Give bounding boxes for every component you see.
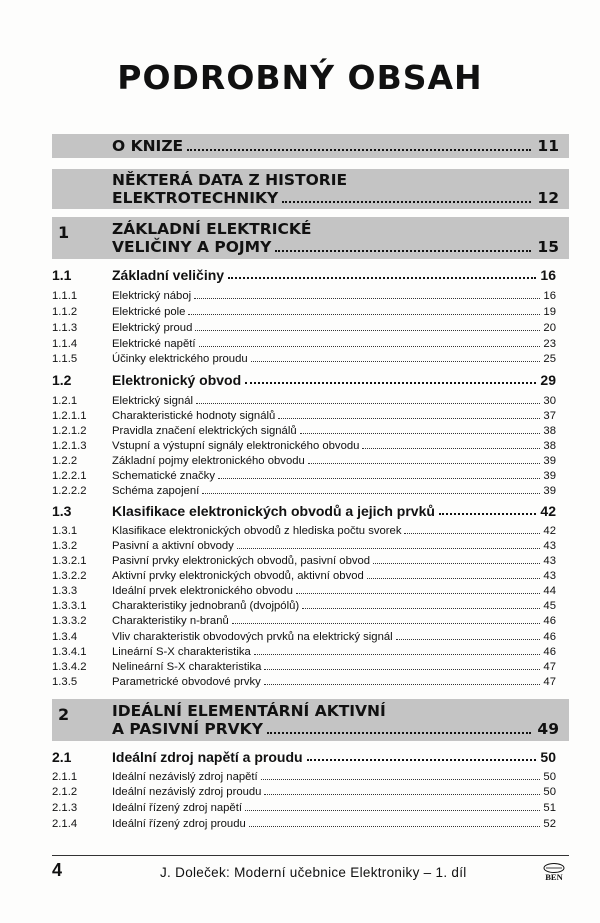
band-page: 12 — [537, 189, 559, 207]
toc-band-chapter-1 — [52, 217, 569, 259]
toc-entry — [52, 612, 556, 627]
entry-number: 1.2.1 — [52, 395, 78, 407]
entry-number: 1.3.3 — [52, 585, 78, 597]
toc-entry — [52, 815, 556, 830]
entry-title: Schematické značky — [112, 470, 215, 482]
dot-leader — [187, 149, 531, 151]
entry-title: Ideální prvek elektronického obvodu — [112, 585, 293, 597]
dot-leader — [404, 533, 540, 534]
dot-leader — [307, 759, 537, 761]
dot-leader — [254, 654, 541, 655]
dot-leader — [282, 201, 531, 203]
entry-page: 47 — [543, 676, 556, 688]
entry-title: Schéma zapojení — [112, 485, 200, 497]
toc-entry — [52, 407, 556, 422]
entry-title: Pasivní prvky elektronických obvodů, pasivní obvod — [112, 555, 371, 567]
entry-number: 2.1.4 — [52, 818, 78, 830]
entry-title: Ideální řízený zdroj proudu — [112, 818, 246, 830]
entry-title: Ideální nezávislý zdroj napětí — [112, 771, 258, 783]
dot-leader — [196, 403, 540, 404]
toc-entry — [52, 303, 556, 318]
band-title-line-2: VELIČINY A POJMY — [112, 238, 272, 256]
entry-page: 52 — [543, 818, 556, 830]
entry-title: Účinky elektrického proudu — [112, 353, 248, 365]
entry-number: 1.1.3 — [52, 322, 78, 334]
toc-entry — [52, 799, 556, 814]
entry-page: 47 — [543, 661, 556, 673]
dot-leader — [232, 623, 541, 624]
section-page: 42 — [540, 503, 556, 519]
band-line — [112, 702, 559, 720]
footer-book-title: J. Doleček: Moderní učebnice Elektroniky – 1. díl — [160, 865, 467, 880]
toc-entry — [52, 673, 556, 688]
entry-page: 44 — [543, 585, 556, 597]
footer-rule — [52, 855, 569, 856]
footer-page-number: 4 — [52, 860, 63, 880]
chapter-number: 1 — [58, 223, 70, 242]
toc-band-o-knize — [52, 134, 569, 158]
band-line — [112, 137, 559, 155]
toc-entry — [52, 537, 556, 552]
toc-entry — [52, 467, 556, 482]
dot-leader — [300, 433, 541, 434]
dot-leader — [267, 732, 532, 734]
entry-title: Elektrické pole — [112, 306, 186, 318]
dot-leader — [264, 684, 541, 685]
entry-title: Elektrický náboj — [112, 290, 192, 302]
entry-number: 2.1.2 — [52, 786, 78, 798]
entry-number: 1.2.2 — [52, 455, 78, 467]
dot-leader — [188, 314, 540, 315]
band-title-line-1: NĚKTERÁ DATA Z HISTORIE — [112, 171, 348, 189]
toc-entry — [52, 335, 556, 350]
entry-number: 1.1.4 — [52, 338, 78, 350]
band-title-line-2: ELEKTROTECHNIKY — [112, 189, 279, 207]
entry-page: 43 — [543, 570, 556, 582]
entry-page: 50 — [543, 786, 556, 798]
dot-leader — [237, 548, 541, 549]
band-page: 15 — [537, 238, 559, 256]
dot-leader — [278, 418, 540, 419]
dot-leader — [249, 826, 541, 827]
entry-number: 1.2.1.3 — [52, 440, 87, 452]
band-page: 49 — [537, 720, 559, 738]
toc-entry — [52, 422, 556, 437]
dot-leader — [373, 563, 540, 564]
section-number: 1.3 — [52, 503, 72, 519]
entry-page: 51 — [543, 802, 556, 814]
entry-page: 23 — [543, 338, 556, 350]
dot-leader — [264, 669, 540, 670]
toc-band-chapter-2 — [52, 699, 569, 741]
dot-leader — [195, 330, 540, 331]
dot-leader — [396, 639, 541, 640]
band-page: 11 — [537, 137, 559, 155]
entry-title: Základní pojmy elektronického obvodu — [112, 455, 305, 467]
toc-entry — [52, 392, 556, 407]
entry-number: 1.3.4.1 — [52, 646, 87, 658]
entry-title: Ideální řízený zdroj napětí — [112, 802, 242, 814]
band-line — [112, 220, 559, 238]
toc-entry — [52, 522, 556, 537]
entry-page: 46 — [543, 646, 556, 658]
toc-entry — [52, 319, 556, 334]
dot-leader — [261, 779, 541, 780]
section-title: Základní veličiny — [112, 267, 225, 283]
entry-page: 30 — [543, 395, 556, 407]
band-title-line-1: ZÁKLADNÍ ELEKTRICKÉ — [112, 220, 312, 238]
dot-leader — [367, 578, 541, 579]
entry-number: 1.2.1.1 — [52, 410, 87, 422]
entry-number: 1.3.3.2 — [52, 615, 87, 627]
entry-title: Pasivní a aktivní obvody — [112, 540, 234, 552]
entry-page: 38 — [543, 440, 556, 452]
section-page: 50 — [540, 749, 556, 765]
dot-leader — [275, 250, 531, 252]
dot-leader — [264, 794, 540, 795]
dot-leader — [308, 463, 541, 464]
toc-entry — [52, 552, 556, 567]
entry-title: Elektrické napětí — [112, 338, 196, 350]
entry-number: 1.3.3.1 — [52, 600, 87, 612]
toc-entry — [52, 287, 556, 302]
toc-entry — [52, 482, 556, 497]
section-title: Klasifikace elektronických obvodů a jejich prvků — [112, 503, 435, 519]
entry-number: 1.2.2.1 — [52, 470, 87, 482]
toc-entry — [52, 783, 556, 798]
entry-title: Charakteristiky n-branů — [112, 615, 229, 627]
entry-title: Klasifikace elektronických obvodů z hlediska počtu svorek — [112, 525, 402, 537]
entry-page: 37 — [543, 410, 556, 422]
band-title-line-2: A PASIVNÍ PRVKY — [112, 720, 263, 738]
dot-leader — [202, 493, 540, 494]
toc-entry — [52, 597, 556, 612]
entry-page: 39 — [543, 470, 556, 482]
publisher-logo-text: BEN — [545, 872, 563, 882]
page-title: PODROBNÝ OBSAH — [117, 58, 483, 97]
entry-number: 1.3.4.2 — [52, 661, 87, 673]
entry-page: 43 — [543, 555, 556, 567]
entry-page: 39 — [543, 485, 556, 497]
entry-title: Vstupní a výstupní signály elektronického obvodu — [112, 440, 360, 452]
section-number: 1.1 — [52, 267, 72, 283]
entry-page: 43 — [543, 540, 556, 552]
entry-number: 1.1.1 — [52, 290, 78, 302]
entry-page: 20 — [543, 322, 556, 334]
entry-page: 39 — [543, 455, 556, 467]
dot-leader — [245, 382, 536, 384]
chapter-number: 2 — [58, 705, 70, 724]
entry-number: 2.1.3 — [52, 802, 78, 814]
entry-number: 1.3.2.2 — [52, 570, 87, 582]
entry-page: 16 — [543, 290, 556, 302]
entry-number: 1.3.4 — [52, 631, 78, 643]
toc-entry — [52, 452, 556, 467]
entry-title: Lineární S-X charakteristika — [112, 646, 251, 658]
toc-entry — [52, 582, 556, 597]
section-number: 1.2 — [52, 372, 72, 388]
dot-leader — [194, 298, 540, 299]
band-title-line-1: IDEÁLNÍ ELEMENTÁRNÍ AKTIVNÍ — [112, 702, 386, 720]
entry-title: Charakteristické hodnoty signálů — [112, 410, 276, 422]
dot-leader — [251, 361, 541, 362]
entry-title: Ideální nezávislý zdroj proudu — [112, 786, 262, 798]
entry-page: 38 — [543, 425, 556, 437]
entry-page: 19 — [543, 306, 556, 318]
entry-title: Vliv charakteristik obvodových prvků na elektrický signál — [112, 631, 393, 643]
toc-section — [52, 748, 556, 765]
dot-leader — [296, 593, 541, 594]
toc-entry — [52, 768, 556, 783]
entry-page: 45 — [543, 600, 556, 612]
band-line — [112, 171, 559, 189]
band-line — [112, 189, 559, 207]
entry-number: 1.1.5 — [52, 353, 78, 365]
entry-title: Aktivní prvky elektronických obvodů, aktivní obvod — [112, 570, 364, 582]
entry-number: 1.3.2.1 — [52, 555, 87, 567]
toc-section — [52, 266, 556, 283]
toc-section — [52, 371, 556, 388]
entry-page: 25 — [543, 353, 556, 365]
band-line — [112, 720, 559, 738]
entry-page: 46 — [543, 615, 556, 627]
entry-number: 1.2.1.2 — [52, 425, 87, 437]
toc-entry — [52, 437, 556, 452]
dot-leader — [245, 810, 540, 811]
toc-entry — [52, 567, 556, 582]
dot-leader — [302, 608, 540, 609]
section-title: Ideální zdroj napětí a proudu — [112, 749, 303, 765]
section-page: 16 — [540, 267, 556, 283]
toc-band-historie — [52, 169, 569, 209]
entry-title: Elektrický signál — [112, 395, 193, 407]
entry-number: 1.3.2 — [52, 540, 78, 552]
band-title: O KNIZE — [112, 137, 184, 155]
dot-leader — [199, 346, 541, 347]
publisher-logo-icon — [540, 862, 568, 882]
section-title: Elektronický obvod — [112, 372, 242, 388]
entry-number: 1.2.2.2 — [52, 485, 87, 497]
entry-title: Pravidla značení elektrických signálů — [112, 425, 297, 437]
dot-leader — [218, 478, 540, 479]
entry-title: Charakteristiky jednobranů (dvojpólů) — [112, 600, 300, 612]
toc-entry — [52, 350, 556, 365]
entry-title: Elektrický proud — [112, 322, 193, 334]
entry-number: 2.1.1 — [52, 771, 78, 783]
entry-number: 1.1.2 — [52, 306, 78, 318]
dot-leader — [228, 277, 536, 279]
entry-page: 50 — [543, 771, 556, 783]
section-page: 29 — [540, 372, 556, 388]
toc-entry — [52, 658, 556, 673]
entry-number: 1.3.1 — [52, 525, 78, 537]
dot-leader — [439, 513, 537, 515]
entry-number: 1.3.5 — [52, 676, 78, 688]
entry-title: Nelineární S-X charakteristika — [112, 661, 262, 673]
entry-page: 42 — [543, 525, 556, 537]
toc-entry — [52, 628, 556, 643]
toc-section — [52, 502, 556, 519]
entry-title: Parametrické obvodové prvky — [112, 676, 261, 688]
entry-page: 46 — [543, 631, 556, 643]
band-line — [112, 238, 559, 256]
section-number: 2.1 — [52, 749, 72, 765]
toc-entry — [52, 643, 556, 658]
dot-leader — [362, 448, 540, 449]
